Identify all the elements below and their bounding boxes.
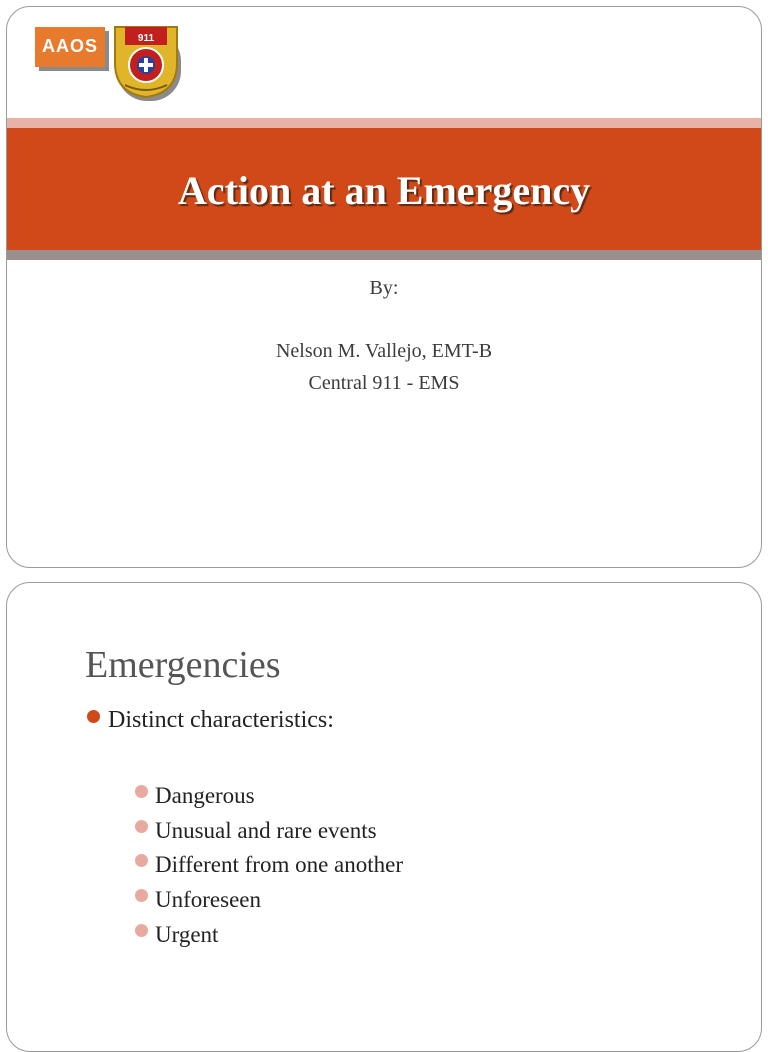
aaos-logo bbox=[35, 27, 105, 67]
emergencies-slide bbox=[6, 582, 762, 1052]
title-slide bbox=[6, 6, 762, 568]
ems-911-badge-icon bbox=[111, 23, 183, 101]
list-item bbox=[135, 848, 403, 883]
aaos-logo-text: AAOS bbox=[41, 36, 98, 56]
list-item-text: Urgent bbox=[155, 921, 219, 947]
title-band-bottom-stripe bbox=[7, 250, 761, 260]
characteristics-list bbox=[135, 779, 403, 952]
sub-bullet-dot-icon bbox=[135, 785, 148, 798]
list-item-text: Unusual and rare events bbox=[155, 817, 377, 843]
slide-heading: Emergencies bbox=[85, 644, 281, 686]
badge-number: 911 bbox=[137, 33, 155, 44]
list-item-text: Different from one another bbox=[155, 852, 404, 878]
sub-bullet-dot-icon bbox=[135, 854, 148, 867]
sub-bullet-dot-icon bbox=[135, 889, 148, 902]
author-name: Nelson M. Vallejo, EMT-B bbox=[275, 340, 493, 362]
list-item-text: Unforeseen bbox=[155, 887, 262, 913]
list-item bbox=[135, 814, 403, 849]
slide-title: Action at an Emergency bbox=[177, 168, 591, 213]
organization-name: Central 911 - EMS bbox=[308, 372, 460, 394]
title-band-top-stripe bbox=[7, 118, 761, 128]
list-item-text: Dangerous bbox=[155, 783, 255, 808]
list-item bbox=[135, 779, 403, 814]
list-item bbox=[135, 883, 403, 918]
bullet-dot-icon bbox=[87, 710, 100, 723]
by-label: By: bbox=[369, 277, 399, 299]
list-item bbox=[135, 918, 403, 953]
sub-bullet-dot-icon bbox=[135, 924, 148, 937]
main-bullet-text: Distinct characteristics: bbox=[108, 707, 334, 733]
sub-bullet-dot-icon bbox=[135, 820, 148, 833]
main-bullet bbox=[87, 707, 334, 734]
